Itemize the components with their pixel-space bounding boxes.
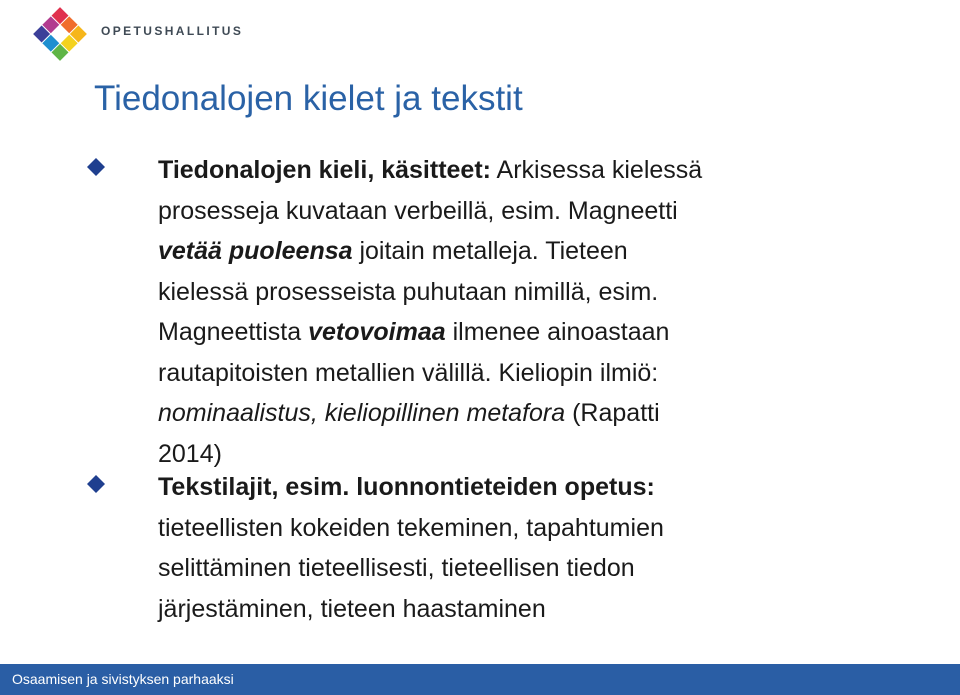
bullet1-text: Magneettista (158, 318, 309, 346)
bullet-text-2 (158, 467, 878, 629)
bullet1-text: joitain metalleja. Tieteen (352, 237, 628, 265)
bullet2-line-3: selittäminen tieteellisesti, tieteellisen tiedon (158, 554, 635, 582)
emphasis-text: vetää puoleensa (158, 237, 353, 265)
bullet2-line-2: tieteellisten kokeiden tekeminen, tapahtumien (158, 513, 664, 542)
bullet2-line-4: järjestäminen, tieteen haastaminen (158, 594, 546, 623)
diamond-bullet-icon (86, 474, 106, 494)
bullet1-line-6: rautapitoisten metallien välillä. Kieliopin ilmiö: (158, 358, 659, 387)
bullet2-heading: Tekstilajit, esim. luonnontieteiden opetus: (158, 473, 655, 501)
slide-title: Tiedonalojen kielet ja tekstit (94, 79, 523, 118)
bullet1-line-7 (158, 393, 878, 434)
footer-bar (0, 664, 960, 695)
bullet1-line-2: prosesseja kuvataan verbeillä, esim. Magneetti (158, 196, 678, 225)
bullet-text-1 (158, 150, 878, 474)
bullet1-heading: Tiedonalojen kieli, käsitteet: (158, 156, 491, 184)
logo-text: OPETUSHALLITUS (101, 24, 244, 38)
bullet1-line-3 (158, 231, 878, 272)
diamond-logo-icon (30, 4, 90, 64)
bullet1-line-5 (158, 312, 878, 353)
bullet1-text: ilmenee ainoastaan (445, 318, 670, 346)
bullet1-text: (Rapatti (572, 399, 660, 427)
bullet1-text: Arkisessa kielessä (490, 156, 703, 184)
bullet1-line-8: 2014) (158, 439, 222, 468)
italic-text: nominaalistus, kieliopillinen metafora (158, 399, 573, 427)
footer-slogan: Osaamisen ja sivistyksen parhaaksi (12, 671, 234, 687)
bullet1-line-4: kielessä prosesseista puhutaan nimillä, esim. (158, 277, 659, 306)
bullet1-line-1 (158, 150, 878, 191)
emphasis-text: vetovoimaa (308, 318, 446, 346)
diamond-bullet-icon (86, 157, 106, 177)
